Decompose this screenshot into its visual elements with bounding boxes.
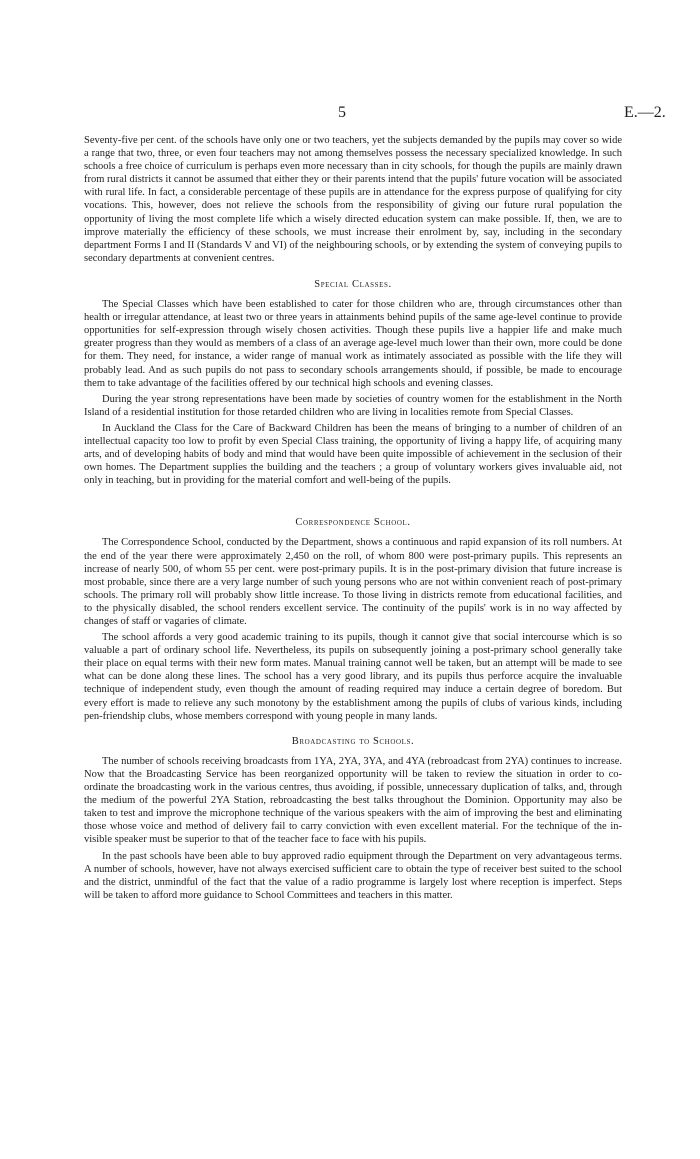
- special-classes-paragraph-1: The Special Classes which have been established to cater for those children who are, through circumstances other than health or irregular attendance, at least two or three years in attainments behind pupils of the same age-level continue to provide opportunities for self-expression through wisely chosen activities. Though these pupils live a happier life and make much greater progress than they would as members of a class of an average age-level much lower than their own, more could be done for them. They need, for instance, a wider range of manual work as intimately associated as possible with the life they will probably lead. And as such pupils do not pass to secondary schools arrangements should, if possible, be made to encourage them to take advantage of the facilities offered by our technical high schools and evening classes.: [84, 299, 622, 389]
- broadcasting-paragraph-1: The number of schools receiving broadcasts from 1YA, 2YA, 3YA, and 4YA (rebroadcast from 2YA) continues to increase. Now that the Broadcasting Service has been reorganized opportunity will be taken to review the situation in order to co-ordinate the broadcasting work in the various centres, thus avoiding, if possible, unnecessary duplication of talks, and, through the medium of the powerful 2YA Station, rebroadcasting the best talks throughout the Dominion. Opportunity may also be taken to test and improve the microphone technique of the various speakers with the aim of improving the best and eliminating those whose voice and method of delivery fail to carry conviction with even excellent material. For the technique of the in-visible speaker must be superior to that of the teacher face to face with his pupils.: [84, 755, 622, 846]
- page-number: 5: [338, 104, 346, 121]
- special-classes-paragraph-3: In Auckland the Class for the Care of Backward Children has been the means of bringing to a number of children of an intellectual capacity too low to profit by even Special Class training, the opportunity of living a happy life, of acquiring many arts, and of developing habits of body and mind that would have been quite impossible of achievement in the seclusion of their own homes. The Department supplies the building and the teachers ; a group of voluntary workers gives invaluable aid, not only in teaching, but in providing for the material comfort and well-being of the pupils.: [84, 422, 622, 487]
- section-heading-correspondence-school: Correspondence School.: [295, 517, 411, 529]
- intro-paragraph: Seventy-five per cent. of the schools have only one or two teachers, yet the subjects demanded by the pupils may cover so wide a range that two, three, or even four teachers may not among themselves possess the necessary specialized knowledge. In such schools a free choice of curriculum is perhaps even more necessary than in city schools, for though the pupils are mainly drawn from rural districts it cannot be assumed that either they or their parents intend that the pupils' future vocation will be associated with rural life. In fact, a considerable percentage of these pupils are in attendance for the express purpose of qualifying for city vocations. This, however, does not relieve the schools from the responsibility of giving our future rural population the opportunity of living the most complete life which a wisely directed education system can make possible. If, then, we are to improve materially the efficiency of these schools, we must increase their enrolment by, say, including in the secondary department Forms I and II (Standards V and VI) of the neighbouring schools, or by extending the system of conveying pupils to secondary departments at convenient centres.: [84, 135, 622, 264]
- document-body: [84, 134, 622, 902]
- section-heading-special-classes: Special Classes.: [314, 278, 392, 290]
- broadcasting-paragraph-2: In the past schools have been able to buy approved radio equipment through the Department on very advantageous terms. A number of schools, however, have not always exercised sufficient care to obtain the type of receiver best suited to the school and the district, unmindful of the fact that the value of a radio programme is largely lost where reception is imperfect. Steps will be taken to afford more guidance to School Committees and teachers in this matter.: [84, 850, 622, 901]
- correspondence-paragraph-2: The school affords a very good academic training to its pupils, though it cannot give that social intercourse which is so valuable a part of ordinary school life. Nevertheless, its pupils on subsequently joining a post-primary school generally take their place on equal terms with their new form mates. Manual training cannot well be taken, but an attempt will be made to see what can be done along these lines. The school has a very good library, and its pupils thus perforce acquire the invaluable technique of independent study, even though the amount of reading required may induce a certain degree of boredom. But every effort is made to relieve any such monotony by the establishment among the pupils of clubs of various kinds, including pen-friendship clubs, whose members correspond with young people in many lands.: [84, 632, 622, 722]
- correspondence-paragraph-1: The Correspondence School, conducted by the Department, shows a continuous and rapid expansion of its roll numbers. At the end of the year there were approximately 2,450 on the roll, of whom 800 were post-primary pupils. This represents an increase of nearly 500, of whom 55 per cent. were post-primary pupils. It is in the post-primary division that future increase is most probable, since there are a very large number of such young persons who are not within convenient reach of post-primary schools. The primary roll will probably show little increase. To those living in districts remote from educational facilities, and to the physically disabled, the school renders excellent service. The continuity of the pupils' work is in no way affected by changes of staff or vagaries of climate.: [84, 537, 622, 627]
- section-heading-broadcasting: Broadcasting to Schools.: [291, 735, 415, 747]
- page-header: [0, 104, 700, 124]
- special-classes-paragraph-2: During the year strong representations have been made by societies of country women for the establishment in the North Island of a residential institution for those retarded children who are living in localities remote from Special Classes.: [84, 393, 622, 418]
- report-code: E.—2.: [624, 104, 666, 121]
